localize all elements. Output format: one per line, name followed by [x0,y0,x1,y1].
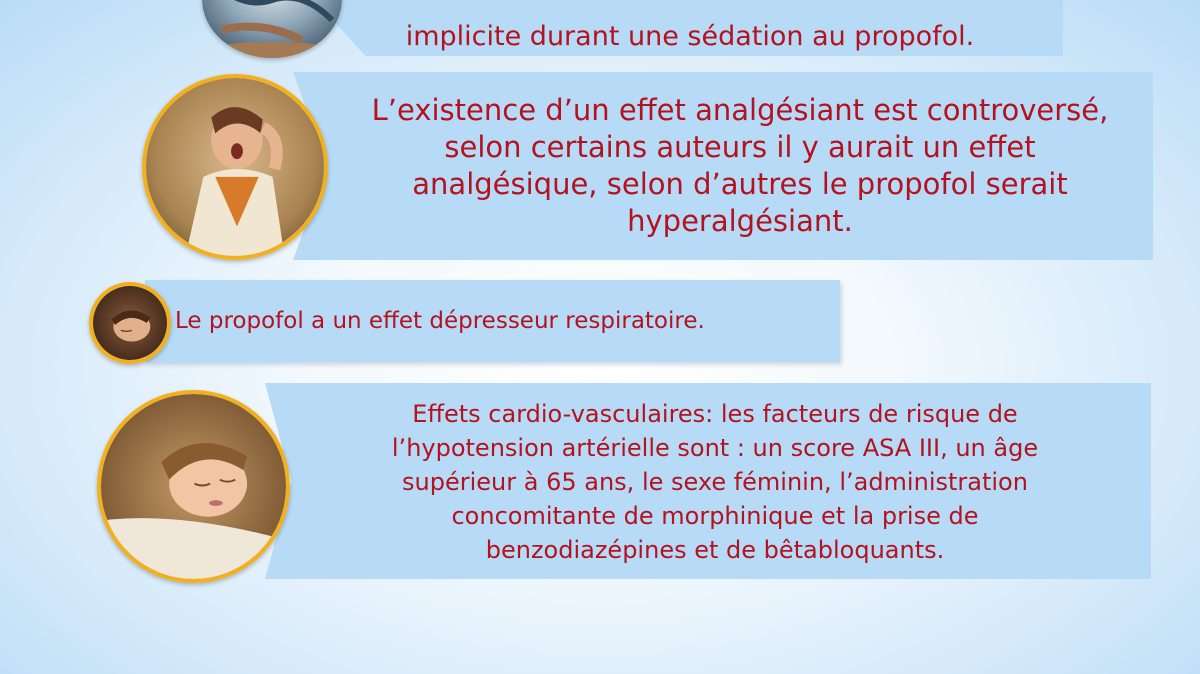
text-line: concomitante de morphinique et la prise de [451,502,979,531]
text-box-1-content [330,0,1050,52]
text-line: selon certains auteurs il y aurait un effet [444,129,1036,164]
text-box-4-content [300,390,1130,574]
text-line: L’existence d’un effet analgésiant est controversé, [371,92,1109,127]
painting-sleeping-figure-image [93,286,167,360]
painting-yawning-woman-image [146,78,324,256]
text-line: analgésique, selon d’autres le propofol serait [412,167,1068,201]
text-line: Effets cardio-vasculaires: les facteurs de risque de [412,399,1018,428]
text-box-3-content [175,280,815,362]
text-line: Le propofol a un effet dépresseur respiratoire. [175,308,705,334]
text-line: implicite durant une sédation au propofol. [405,21,975,52]
painting-sleeping-woman-image [101,394,286,579]
painting-thumbnail-1 [202,0,342,58]
text-box-2-content [345,80,1135,252]
painting-thumbnail-2 [142,74,328,260]
painting-thumbnail-4 [97,390,290,583]
painting-blue-figure-image [202,0,342,58]
text-line: hyperalgésiant. [627,204,853,239]
painting-thumbnail-3 [89,282,171,364]
text-line: supérieur à 65 ans, le sexe féminin, l’administration [402,467,1028,496]
text-line: benzodiazépines et de bêtabloquants. [485,536,945,565]
text-line: l’hypotension artérielle sont : un score ASA III, un âge [391,433,1039,462]
